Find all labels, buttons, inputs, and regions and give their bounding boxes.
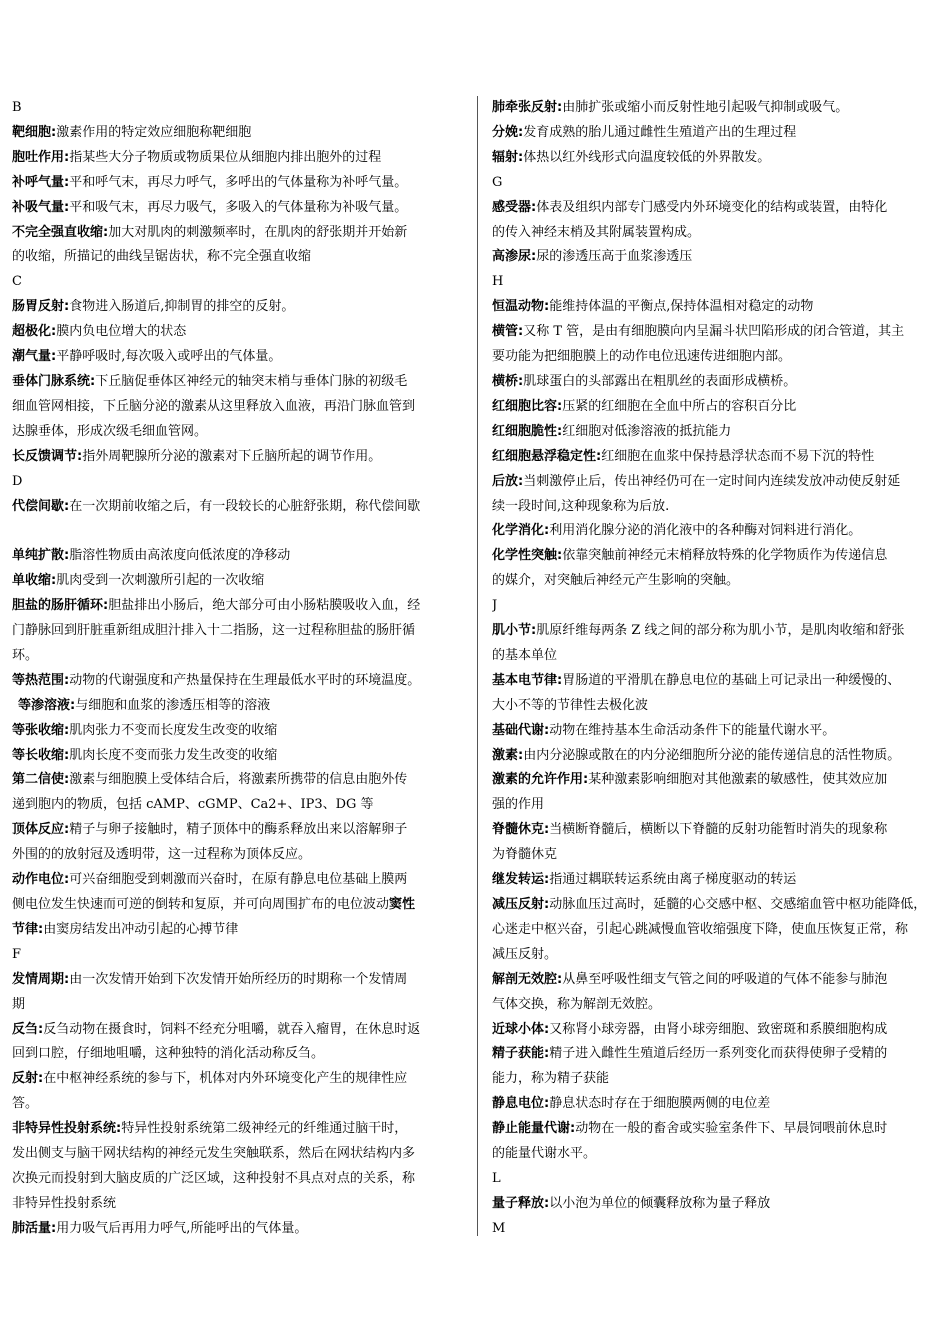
definition-text: 能力，称为精子获能 xyxy=(492,1071,610,1087)
definition-text: 尿的渗透压高于血浆渗透压 xyxy=(536,249,693,265)
definition-text: 可兴奋细胞受到刺激而兴奋时，在原有静息电位基础上膜两 xyxy=(69,872,408,888)
glossary-entry xyxy=(492,320,940,345)
term-label: 反射: xyxy=(12,1071,44,1087)
term-label: 恒温动物: xyxy=(492,299,550,315)
definition-continuation xyxy=(492,793,940,818)
term-label: 靶细胞: xyxy=(12,124,57,140)
definition-text: 在一次期前收缩之后，有一段较长的心脏舒张期，称代偿间歇 xyxy=(69,498,421,514)
glossary-entry xyxy=(12,818,468,843)
definition-continuation xyxy=(492,943,940,968)
definition-text: 动脉血压过高时，延髓的心交感中枢、交感缩血管中枢功能降低， xyxy=(549,897,927,912)
right-column xyxy=(492,96,940,1242)
definition-continuation xyxy=(12,793,468,818)
glossary-entry xyxy=(492,968,940,993)
definition-continuation xyxy=(12,843,468,868)
definition-continuation xyxy=(492,495,940,520)
definition-continuation xyxy=(492,644,940,669)
term-label: 非特异性投射系统: xyxy=(12,1121,122,1137)
glossary-entry xyxy=(492,196,940,221)
definition-text: 能维持体温的平衡点,保持体温相对稳定的动物 xyxy=(549,299,814,315)
glossary-entry xyxy=(492,96,940,121)
definition-text: 用力吸气后再用力呼气,所能呼出的气体量。 xyxy=(56,1220,308,1236)
definition-continuation xyxy=(492,694,940,719)
definition-text: 又称肾小球旁器，由肾小球旁细胞、致密斑和系膜细胞构成 xyxy=(549,1021,888,1037)
definition-text: 红细胞在血浆中保持悬浮状态而不易下沉的特性 xyxy=(601,448,875,464)
section-letter: M xyxy=(492,1220,506,1236)
glossary-entry xyxy=(492,245,940,270)
definition-continuation xyxy=(12,1042,468,1067)
section-letter: B xyxy=(12,100,22,115)
definition-continuation xyxy=(492,221,940,246)
term-label: 动作电位: xyxy=(12,872,70,888)
term-label: 化学消化: xyxy=(492,523,550,539)
definition-text: 期 xyxy=(12,996,26,1012)
definition-text: 肌肉受到一次刺激所引起的一次收缩 xyxy=(56,573,265,589)
definition-text: 非特异性投射系统 xyxy=(12,1195,117,1211)
left-column xyxy=(12,96,468,1242)
definition-text: 的基本单位 xyxy=(492,647,558,663)
glossary-entry xyxy=(492,619,940,644)
definition-continuation xyxy=(12,420,468,445)
term-label: 继发转运: xyxy=(492,872,550,888)
term-label: 减压反射: xyxy=(492,897,550,912)
term-label: 窦性 xyxy=(389,896,416,912)
definition-text: 续一段时间,这种现象称为后放. xyxy=(492,498,670,514)
definition-text: 某种激素影响细胞对其他激素的敏感性，使其效应加 xyxy=(588,772,888,788)
term-label: 不完全强直收缩: xyxy=(12,224,109,240)
definition-text: 心迷走中枢兴奋，引起心跳减慢血管收缩强度下降，使血压恢复正常，称 xyxy=(492,921,909,937)
term-label: 激素的允许作用: xyxy=(492,772,589,788)
definition-text: 当刺激停止后，传出神经仍可在一定时间内连续发放冲动使反射延 xyxy=(523,473,901,489)
glossary-entry xyxy=(492,719,940,744)
definition-text: 答。 xyxy=(12,1096,39,1112)
definition-continuation xyxy=(492,1067,940,1092)
definition-text: 肌原纤维每两条 Z 线之间的部分称为肌小节，是肌肉收缩和舒张 xyxy=(536,623,905,639)
term-label: 反刍: xyxy=(12,1021,44,1037)
glossary-entry xyxy=(12,594,468,619)
definition-text: 平静呼吸时,每次吸入或呼出的气体量。 xyxy=(56,349,282,365)
definition-continuation xyxy=(492,345,940,370)
definition-continuation xyxy=(12,1167,468,1192)
term-label: 肺活量: xyxy=(12,1220,57,1236)
term-label: 量子释放: xyxy=(492,1195,550,1211)
definition-text: 门静脉回到肝脏重新组成胆汁排入十二指肠，这一过程称胆盐的肠肝循 xyxy=(12,623,416,639)
definition-continuation xyxy=(492,918,940,943)
definition-text: 减压反射。 xyxy=(492,946,558,962)
glossary-entry xyxy=(12,569,468,594)
glossary-entry xyxy=(12,1067,468,1092)
term-label: 感受器: xyxy=(492,199,537,215)
term-label: 长反馈调节: xyxy=(12,448,83,464)
glossary-entry xyxy=(12,669,468,694)
term-label: 静止能量代谢: xyxy=(492,1121,576,1137)
glossary-entry xyxy=(492,1018,940,1043)
term-label: 高渗尿: xyxy=(492,249,537,265)
definition-text: 指通过耦联转运系统由离子梯度驱动的转运 xyxy=(549,872,797,888)
term-label: 红细胞悬浮稳定性: xyxy=(492,448,602,464)
definition-continuation xyxy=(12,1092,468,1117)
glossary-entry xyxy=(12,320,468,345)
definition-text: 达腺垂体，形成次级毛细血管网。 xyxy=(12,423,208,439)
definition-text: 由一次发情开始到下次发情开始所经历的时期称一个发情周 xyxy=(69,971,408,987)
glossary-entry xyxy=(12,295,468,320)
definition-text: 膜内负电位增大的状态 xyxy=(56,324,187,340)
term-label: 红细胞脆性: xyxy=(492,423,563,439)
definition-continuation xyxy=(492,1142,940,1167)
glossary-entry xyxy=(12,768,468,793)
column-divider xyxy=(477,96,478,1236)
glossary-entry xyxy=(492,1042,940,1067)
glossary-entry xyxy=(12,1217,468,1242)
glossary-entry xyxy=(492,146,940,171)
term-label: 激素: xyxy=(492,747,524,763)
term-label: 潮气量: xyxy=(12,349,57,365)
definition-continuation xyxy=(12,619,468,644)
definition-text: 食物进入肠道后,抑制胃的排空的反射。 xyxy=(69,299,295,315)
definition-text: 精子进入雌性生殖道后经历一系列变化而获得使卵子受精的 xyxy=(549,1046,888,1062)
term-label: 等张收缩: xyxy=(12,722,70,738)
definition-text: 发育成熟的胎儿通过雌性生殖道产出的生理过程 xyxy=(523,124,797,140)
definition-text: 反刍动物在摄食时，饲料不经充分咀嚼，就吞入瘤胃，在休息时返 xyxy=(43,1021,421,1037)
definition-text: 胆盐排出小肠后，绝大部分可由小肠粘膜吸收入血，经 xyxy=(108,598,421,614)
term-label: 发情周期: xyxy=(12,971,70,987)
definition-continuation xyxy=(492,569,940,594)
glossary-entry xyxy=(492,544,940,569)
section-letter: G xyxy=(492,174,503,190)
definition-text: 动物的代谢强度和产热量保持在生理最低水平时的环境温度。 xyxy=(69,672,421,688)
definition-text: 发出侧支与脑干网状结构的神经元发生突触联系，然后在网状结构内多 xyxy=(12,1146,416,1162)
definition-text: 红细胞对低渗溶液的抵抗能力 xyxy=(562,423,732,439)
term-label: 胆盐的肠肝循环: xyxy=(12,598,109,614)
definition-text: 加大对肌肉的刺激频率时，在肌肉的舒张期并开始新 xyxy=(108,224,408,240)
definition-continuation xyxy=(12,245,468,270)
term-label: 肠胃反射: xyxy=(12,299,70,315)
term-label: 基本电节律: xyxy=(492,672,563,688)
definition-text: 递到胞内的物质，包括 cAMP、cGMP、Ca2+、IP3、DG 等 xyxy=(12,797,374,813)
term-label: 代偿间歇: xyxy=(12,498,70,514)
section-letter: H xyxy=(492,274,504,290)
glossary-entry xyxy=(492,1117,940,1142)
definition-continuation xyxy=(492,993,940,1018)
definition-text: 压紧的红细胞在全血中所占的容积百分比 xyxy=(562,398,797,414)
definition-text: 次换元而投射到大脑皮质的广泛区域，这种投射不具点对点的关系，称 xyxy=(12,1170,416,1186)
definition-text: 为脊髓休克 xyxy=(492,847,558,863)
definition-text: 由内分泌腺或散在的内分泌细胞所分泌的能传递信息的活性物质。 xyxy=(523,747,901,763)
term-label: 横管: xyxy=(492,324,524,340)
definition-text: 由窦房结发出冲动引起的心搏节律 xyxy=(43,921,239,937)
section-letter: F xyxy=(12,946,22,962)
definition-text: 下丘脑促垂体区神经元的轴突末梢与垂体门脉的初级毛 xyxy=(95,373,408,389)
term-label: 超极化: xyxy=(12,324,57,340)
definition-text: 由肺扩张或缩小而反射性地引起吸气抑制或吸气。 xyxy=(562,100,849,115)
term-label: 单纯扩散: xyxy=(12,548,70,564)
glossary-entry xyxy=(492,445,940,470)
section-letter: J xyxy=(492,598,498,614)
definition-text: 当横断脊髓后，横断以下脊髓的反射功能暂时消失的现象称 xyxy=(549,822,888,838)
definition-text: 从鼻至呼吸性细支气管之间的呼吸道的气体不能参与肺泡 xyxy=(562,971,888,987)
term-label: 顶体反应: xyxy=(12,822,70,838)
section-letter: D xyxy=(12,473,23,489)
glossary-entry xyxy=(12,146,468,171)
term-label: 近球小体: xyxy=(492,1021,550,1037)
definition-text: 指某些大分子物质或物质果位从细胞内排出胞外的过程 xyxy=(69,149,382,165)
glossary-entry xyxy=(492,1092,940,1117)
glossary-entry xyxy=(12,1117,468,1142)
definition-continuation xyxy=(12,395,468,420)
glossary-entry xyxy=(492,1192,940,1217)
glossary-entry xyxy=(12,744,468,769)
term-label: 胞吐作用: xyxy=(12,149,70,165)
section-letter: C xyxy=(12,274,22,290)
definition-text: 在中枢神经系统的参与下，机体对内外环境变化产生的规律性应 xyxy=(43,1071,408,1087)
term-label: 静息电位: xyxy=(492,1096,550,1112)
term-label: 基础代谢: xyxy=(492,722,550,738)
glossary-entry xyxy=(492,519,940,544)
glossary-entry xyxy=(492,395,940,420)
definition-text: 的能量代谢水平。 xyxy=(492,1146,597,1162)
glossary-entry xyxy=(12,345,468,370)
term-label: 等渗溶液: xyxy=(18,697,76,713)
glossary-entry xyxy=(492,470,940,495)
definition-text: 与细胞和血浆的渗透压相等的溶液 xyxy=(75,697,271,713)
term-label: 第二信使: xyxy=(12,772,70,788)
term-label: 肌小节: xyxy=(492,623,537,639)
definition-text: 肌肉张力不变而长度发生改变的收缩 xyxy=(69,722,278,738)
glossary-entry xyxy=(12,1018,468,1043)
glossary-entry xyxy=(12,196,468,221)
glossary-entry xyxy=(12,445,468,470)
definition-text: 又称 T 管，是由有细胞膜向内呈漏斗状凹陷形成的闭合管道，其主 xyxy=(523,324,905,340)
definition-continuation xyxy=(12,1142,468,1167)
definition-text: 大小不等的节律性去极化波 xyxy=(492,697,649,713)
definition-text: 的传入神经末梢及其附属装置构成。 xyxy=(492,224,701,240)
definition-text: 依靠突触前神经元末梢释放特殊的化学物质作为传递信息 xyxy=(562,548,888,564)
glossary-entry xyxy=(492,370,940,395)
definition-text: 的媒介，对突触后神经元产生影响的突触。 xyxy=(492,573,740,589)
section-letter: L xyxy=(492,1170,501,1186)
definition-text: 环。 xyxy=(12,647,39,663)
glossary-entry xyxy=(492,121,940,146)
definition-text: 肌球蛋白的头部露出在粗肌丝的表面形成横桥。 xyxy=(523,373,797,389)
term-label: 单收缩: xyxy=(12,573,57,589)
term-label: 辐射: xyxy=(492,149,524,165)
definition-text: 平和呼气末，再尽力呼气，多呼出的气体量称为补呼气量。 xyxy=(69,174,408,190)
definition-text: 强的作用 xyxy=(492,797,545,813)
glossary-entry xyxy=(12,544,468,569)
term-label: 脊髓休克: xyxy=(492,822,550,838)
definition-text: 要功能为把细胞膜上的动作电位迅速传进细胞内部。 xyxy=(492,349,792,365)
definition-text: 激素与细胞膜上受体结合后，将激素所携带的信息由胞外传 xyxy=(69,772,408,788)
definition-text: 精子与卵子接触时，精子顶体中的酶系释放出来以溶解卵子 xyxy=(69,822,408,838)
definition-text: 胃肠道的平滑肌在静息电位的基础上可记录出一种缓慢的、 xyxy=(562,672,901,688)
term-label: 解剖无效腔: xyxy=(492,971,563,987)
definition-text: 动物在维持基本生命活动条件下的能量代谢水平。 xyxy=(549,722,836,738)
glossary-entry xyxy=(12,719,468,744)
term-label: 等长收缩: xyxy=(12,747,70,763)
glossary-entry xyxy=(12,694,468,719)
term-label: 等热范围: xyxy=(12,672,70,688)
term-label: 节律: xyxy=(12,921,44,937)
definition-text: 肌肉长度不变而张力发生改变的收缩 xyxy=(69,747,278,763)
term-label: 横桥: xyxy=(492,373,524,389)
glossary-entry xyxy=(492,868,940,893)
term-label: 补吸气量: xyxy=(12,199,70,215)
glossary-entry xyxy=(12,370,468,395)
definition-continuation xyxy=(12,1192,468,1217)
glossary-entry xyxy=(492,744,940,769)
definition-text: 特异性投射系统第二级神经元的纤维通过脑干时， xyxy=(121,1121,408,1137)
glossary-entry xyxy=(12,171,468,196)
glossary-entry xyxy=(492,893,940,918)
term-label: 化学性突触: xyxy=(492,548,563,564)
glossary-entry xyxy=(12,968,468,993)
term-label: 红细胞比容: xyxy=(492,398,563,414)
glossary-entry xyxy=(492,818,940,843)
term-label: 精子获能: xyxy=(492,1046,550,1062)
glossary-entry xyxy=(12,121,468,146)
definition-text: 的收缩，所描记的曲线呈锯齿状，称不完全强直收缩 xyxy=(12,249,312,265)
term-label: 后放: xyxy=(492,473,524,489)
definition-continuation xyxy=(12,893,468,918)
glossary-entry xyxy=(12,495,468,520)
glossary-entry xyxy=(12,868,468,893)
definition-continuation xyxy=(12,993,468,1018)
term-label: 垂体门脉系统: xyxy=(12,373,96,389)
blank-line xyxy=(12,519,468,544)
glossary-entry xyxy=(492,420,940,445)
glossary-entry xyxy=(492,768,940,793)
definition-text: 气体交换，称为解剖无效腔。 xyxy=(492,996,662,1012)
definition-text: 以小泡为单位的倾囊释放称为量子释放 xyxy=(549,1195,771,1211)
definition-text: 体热以红外线形式向温度较低的外界散发。 xyxy=(523,149,771,165)
definition-text: 外围的的放射冠及透明带，这一过程称为顶体反应。 xyxy=(12,847,312,863)
definition-text: 利用消化腺分泌的消化液中的各种酶对饲料进行消化。 xyxy=(549,523,862,539)
glossary-entry xyxy=(492,295,940,320)
definition-text: 动物在一般的畜舍或实验室条件下、早晨饲喂前休息时 xyxy=(575,1121,888,1137)
glossary-entry xyxy=(12,221,468,246)
definition-text: 侧电位发生快速而可逆的倒转和复原，并可向周围扩布的电位波动 xyxy=(12,896,390,912)
definition-continuation xyxy=(12,644,468,669)
definition-text: 指外周靶腺所分泌的激素对下丘脑所起的调节作用。 xyxy=(82,448,382,464)
definition-text: 脂溶性物质由高浓度向低浓度的净移动 xyxy=(69,548,291,564)
term-label: 肺牵张反射: xyxy=(492,100,563,115)
definition-text: 激素作用的特定效应细胞称靶细胞 xyxy=(56,124,252,140)
definition-text: 回到口腔，仔细地咀嚼，这种独特的消化活动称反刍。 xyxy=(12,1046,325,1062)
term-label: 补呼气量: xyxy=(12,174,70,190)
glossary-entry xyxy=(12,918,468,943)
definition-continuation xyxy=(492,843,940,868)
glossary-entry xyxy=(492,669,940,694)
definition-text: 平和吸气末，再尽力吸气，多吸入的气体量称为补吸气量。 xyxy=(69,199,408,215)
definition-text: 细血管网相接，下丘脑分泌的激素从这里释放入血液，再沿门脉血管到 xyxy=(12,398,416,414)
definition-text: 体表及组织内部专门感受内外环境变化的结构或装置，由特化 xyxy=(536,199,888,215)
term-label: 分娩: xyxy=(492,124,524,140)
definition-text: 静息状态时存在于细胞膜两侧的电位差 xyxy=(549,1096,771,1112)
